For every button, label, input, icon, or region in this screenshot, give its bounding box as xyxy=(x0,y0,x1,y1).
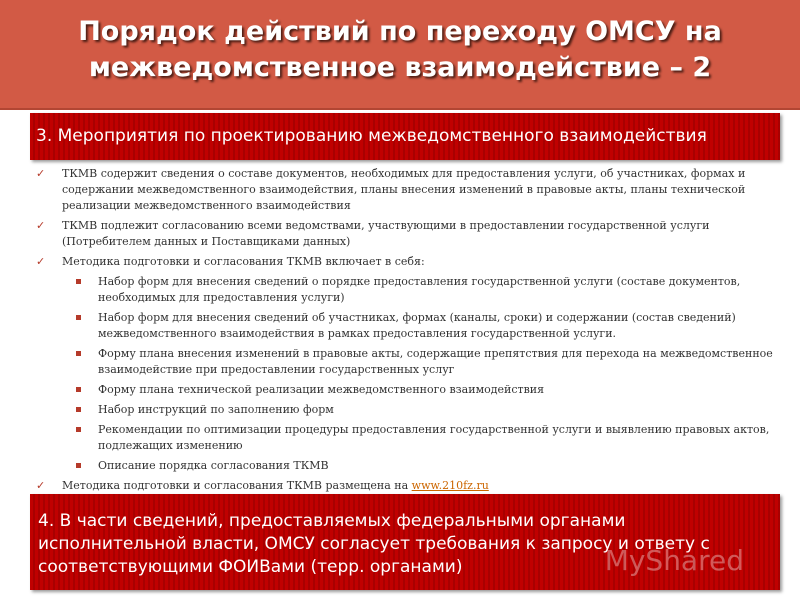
sub-item-text: Набор инструкций по заполнению форм xyxy=(98,403,334,416)
square-bullet-icon xyxy=(76,387,81,392)
checkmark-icon: ✓ xyxy=(36,255,46,268)
slide-title xyxy=(0,14,800,86)
sub-item-text: Форму плана внесения изменений в правовые акты, содержащие препятствия для перехода на межведомственное взаимодействие при предоставлении государственных услуг xyxy=(98,347,773,376)
watermark-logo: MyShared xyxy=(604,544,744,577)
slide-header xyxy=(0,0,800,110)
square-bullet-icon xyxy=(76,351,81,356)
sub-list-item xyxy=(36,422,798,454)
sub-list-item xyxy=(36,382,798,398)
sub-item-text: Форму плана технической реализации межведомственного взаимодействия xyxy=(98,383,545,396)
square-bullet-icon xyxy=(76,463,81,468)
sub-list-item xyxy=(36,458,798,474)
list-item-text: Методика подготовки и согласования ТКМВ размещена на xyxy=(62,479,409,492)
square-bullet-icon xyxy=(76,407,81,412)
list-item xyxy=(36,254,798,270)
sub-item-text: Описание порядка согласования ТКМВ xyxy=(98,459,329,472)
section-4-note xyxy=(30,494,780,590)
sub-list-item xyxy=(36,346,798,378)
sub-item-text: Рекомендации по оптимизации процедуры предоставления государственной услуги и выявлению правовых актов, подлежащих изменению xyxy=(98,423,770,452)
section-3-heading: 3. Мероприятия по проектированию межведомственного взаимодействия xyxy=(30,113,780,160)
list-item xyxy=(36,478,798,494)
checkmark-icon: ✓ xyxy=(36,219,46,232)
square-bullet-icon xyxy=(76,279,81,284)
list-item xyxy=(36,166,798,214)
list-item-text: Методика подготовки и согласования ТКМВ включает в себя: xyxy=(62,255,425,268)
sub-list-item xyxy=(36,402,798,418)
title-line-1: Порядок действий по переходу ОМСУ на xyxy=(78,16,722,47)
list-item-text: ТКМВ содержит сведения о составе документов, необходимых для предоставления услуги, об участниках, формах и содержании межведомственного взаимодействия, планы внесения изменений в правовые акты, планы технической реализации межведомственного взаимодействия xyxy=(62,167,746,212)
content-list xyxy=(36,166,798,498)
square-bullet-icon xyxy=(76,315,81,320)
title-line-2: межведомственное взаимодействие – 2 xyxy=(88,52,712,83)
checkmark-icon: ✓ xyxy=(36,167,46,180)
square-bullet-icon xyxy=(76,427,81,432)
list-item-text: ТКМВ подлежит согласованию всеми ведомствами, участвующими в предоставлении государственной услуги (Потребителем данных и Поставщиками данных) xyxy=(62,219,710,248)
checkmark-icon: ✓ xyxy=(36,479,46,492)
methodology-link[interactable]: www.210fz.ru xyxy=(411,479,489,492)
sub-list-item xyxy=(36,310,798,342)
list-item xyxy=(36,218,798,250)
sub-list-item xyxy=(36,274,798,306)
sub-item-text: Набор форм для внесения сведений о порядке предоставления государственной услуги (составе документов, необходимых для предоставления услуги) xyxy=(98,275,741,304)
sub-item-text: Набор форм для внесения сведений об участниках, формах (каналы, сроки) и содержании (состав сведений) межведомственного взаимодействия в рамках предоставления государственной услуги. xyxy=(98,311,736,340)
section-4-text: 4. В части сведений, предоставляемых федеральными органами исполнительной власти, ОМСУ согласует требования к запросу и ответу с соответствующими ФОИВами (терр. органами) xyxy=(38,511,710,577)
